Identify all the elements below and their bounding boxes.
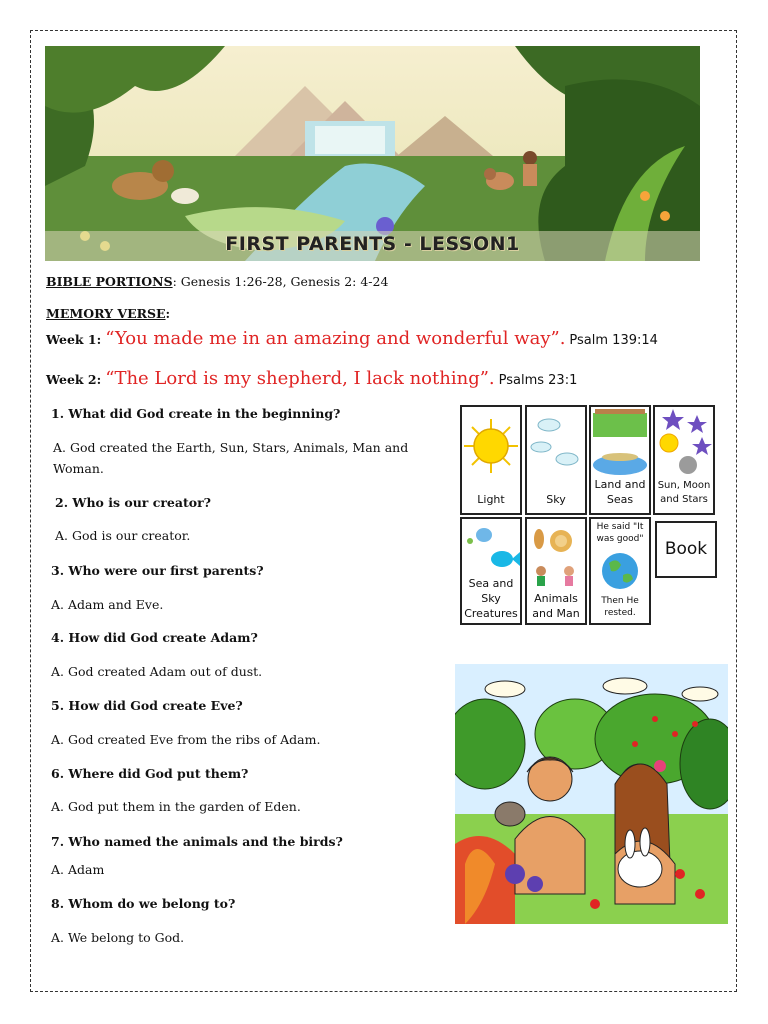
question-8: 8. Whom do we belong to? xyxy=(51,896,236,911)
answer-7: A. Adam xyxy=(51,862,105,877)
card-rested-bottom-line-2: rested. xyxy=(604,608,636,618)
bible-portions-text: : Genesis 1:26-28, Genesis 2: 4-24 xyxy=(172,274,389,289)
land-and-sea-icon xyxy=(591,407,649,479)
question-7: 7. Who named the animals and the birds? xyxy=(51,834,343,849)
card-land-seas xyxy=(589,405,651,515)
answer-8: A. We belong to God. xyxy=(51,930,185,945)
card-sun-moon-stars-line-2: and Stars xyxy=(660,494,708,505)
question-1: 1. What did God create in the beginning? xyxy=(51,406,341,421)
question-4: 4. How did God create Adam? xyxy=(51,630,258,645)
answer-2: A. God is our creator. xyxy=(55,528,191,543)
week2-label: Week 2 xyxy=(46,372,97,387)
week2-reference: Psalms 23:1 xyxy=(498,373,578,388)
card-rested-bottom-line-1: Then He xyxy=(601,596,639,606)
question-2: 2. Who is our creator? xyxy=(55,495,211,510)
answer-3: A. Adam and Eve. xyxy=(51,597,164,612)
card-sea-sky-line-2: Sky xyxy=(481,592,501,605)
memory-verse-label: MEMORY VERSE xyxy=(46,306,166,321)
creation-cards xyxy=(460,405,722,627)
card-rested-bottom-text xyxy=(591,595,649,619)
card-light xyxy=(460,405,522,515)
card-rested-top-line-2: was good" xyxy=(596,534,644,544)
memory-verse-heading: MEMORY VERSE: xyxy=(46,306,171,321)
question-3: 3. Who were our first parents? xyxy=(51,563,264,578)
answer-5: A. God created Eve from the ribs of Adam. xyxy=(51,732,321,747)
answer-6: A. God put them in the garden of Eden. xyxy=(51,799,301,814)
week1-verse-line: Week 1: “You made me in an amazing and wonderful way”. Psalm 139:14 xyxy=(46,328,658,349)
answer-1: A. God created the Earth, Sun, Stars, Animals, Man and Woman. xyxy=(53,440,409,476)
card-sea-sky-creatures xyxy=(460,517,522,625)
card-sky xyxy=(525,405,587,515)
card-sun-moon-stars-line-1: Sun, Moon xyxy=(657,480,711,491)
card-god-rested xyxy=(589,517,651,625)
card-sea-sky-label xyxy=(462,576,520,621)
banner-title: FIRST PARENTS - LESSON1 xyxy=(225,233,520,255)
card-sea-sky-line-3: Creatures xyxy=(464,607,518,620)
garden-picture xyxy=(455,664,728,924)
week1-label: Week 1 xyxy=(46,332,97,347)
card-sun-moon-stars xyxy=(653,405,715,515)
sun-moon-stars-icon xyxy=(655,407,713,479)
week2-verse: “The Lord is my shepherd, I lack nothing”. xyxy=(105,368,495,389)
card-light-label: Light xyxy=(477,493,505,506)
sun-icon xyxy=(462,407,520,487)
card-animals-man-line-1: Animals xyxy=(534,592,578,605)
week2-verse-line: Week 2: “The Lord is my shepherd, I lack nothing”. Psalms 23:1 xyxy=(46,368,578,389)
card-land-seas-line-2: Seas xyxy=(606,493,634,506)
animals-and-people-icon xyxy=(527,519,585,589)
garden-of-eden-banner xyxy=(45,46,700,261)
question-6: 6. Where did God put them? xyxy=(51,766,249,781)
banner-illustration xyxy=(45,46,700,261)
card-animals-man-label xyxy=(527,591,585,621)
card-sun-moon-stars-label xyxy=(655,479,713,507)
card-land-seas-line-1: Land and xyxy=(594,478,646,491)
card-sky-label: Sky xyxy=(546,493,566,506)
bible-portions-line xyxy=(46,274,388,289)
card-rested-top-line-1: He said "It xyxy=(596,522,644,532)
card-animals-man-line-2: and Man xyxy=(532,607,580,620)
card-land-seas-label xyxy=(591,477,649,507)
adam-and-eve-illustration xyxy=(455,664,728,924)
card-book xyxy=(655,521,717,578)
question-5: 5. How did God create Eve? xyxy=(51,698,243,713)
week1-verse: “You made me in an amazing and wonderful way”. xyxy=(105,328,566,349)
bible-portions-label: BIBLE PORTIONS xyxy=(46,274,173,289)
answer-4: A. God created Adam out of dust. xyxy=(51,664,263,679)
fish-and-bird-icon xyxy=(462,519,520,577)
week1-reference: Psalm 139:14 xyxy=(569,333,658,348)
card-sea-sky-line-1: Sea and xyxy=(468,577,514,590)
clouds-icon xyxy=(527,407,585,487)
card-animals-man xyxy=(525,517,587,625)
card-book-label: Book xyxy=(664,539,708,559)
